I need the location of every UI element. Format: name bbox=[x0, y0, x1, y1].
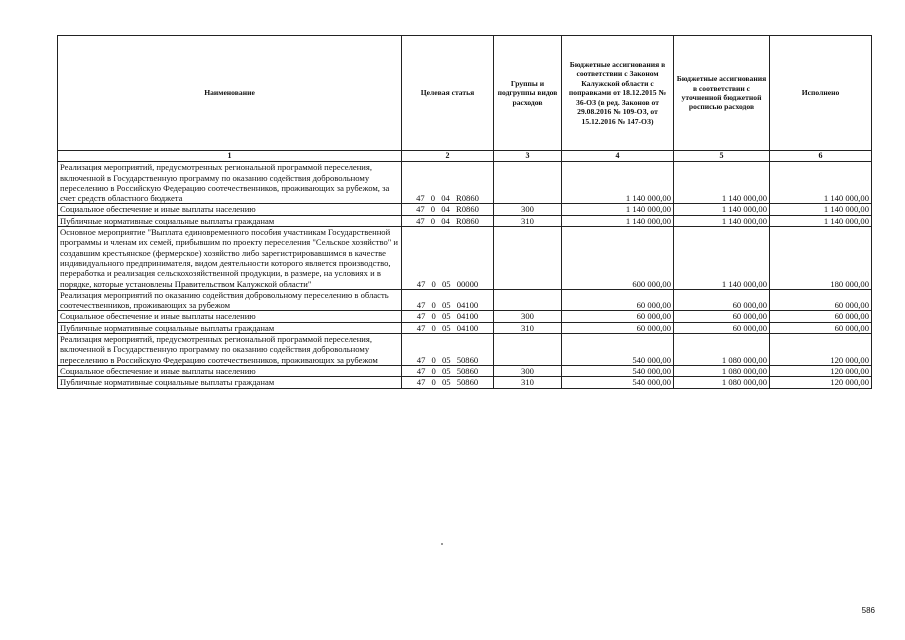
row-target-article: 47 0 04 R0860 bbox=[402, 162, 494, 204]
row-target-article: 47 0 05 50860 bbox=[402, 377, 494, 388]
row-expense-group: 300 bbox=[494, 311, 562, 322]
table-row bbox=[58, 289, 872, 311]
row-name: Основное мероприятие "Выплата единовременного пособия участникам Государственной программы и членам их семей, прибывшим по проекту переселения "Сельское хозяйство" и создавшим крестьянское (фермерское) хозяйство либо зарегистрировавшимся в качестве индивидуального предпринимателя, видом деятельности которого является производство, переработка и реализация сельскохозяйственной продукции, в размере, на условиях и в порядке, которые установлены Правительством Калужской области" bbox=[58, 227, 402, 290]
row-name: Публичные нормативные социальные выплаты гражданам bbox=[58, 215, 402, 226]
row-expense-group: 310 bbox=[494, 377, 562, 388]
row-expense-group bbox=[494, 162, 562, 204]
row-name: Реализация мероприятий, предусмотренных региональной программой переселения, включенной в Государственную программу по оказанию содействия добровольному переселению в Российскую Федерацию соотечественников, проживающих за рубежом, за счет средств областного бюджета bbox=[58, 162, 402, 204]
row-target-article: 47 0 05 00000 bbox=[402, 227, 494, 290]
row-executed: 180 000,00 bbox=[770, 227, 872, 290]
col-header-executed: Исполнено bbox=[770, 36, 872, 151]
row-executed: 1 140 000,00 bbox=[770, 215, 872, 226]
row-name: Публичные нормативные социальные выплаты гражданам bbox=[58, 322, 402, 333]
row-law-allocation: 540 000,00 bbox=[562, 334, 674, 366]
table-row bbox=[58, 311, 872, 322]
table-row bbox=[58, 365, 872, 376]
row-executed: 60 000,00 bbox=[770, 289, 872, 311]
row-plan-allocation: 60 000,00 bbox=[674, 322, 770, 333]
row-name: Публичные нормативные социальные выплаты гражданам bbox=[58, 377, 402, 388]
row-law-allocation: 540 000,00 bbox=[562, 377, 674, 388]
row-executed: 1 140 000,00 bbox=[770, 162, 872, 204]
row-executed: 60 000,00 bbox=[770, 311, 872, 322]
table-row bbox=[58, 227, 872, 290]
row-executed: 120 000,00 bbox=[770, 377, 872, 388]
row-name: Социальное обеспечение и иные выплаты населению bbox=[58, 365, 402, 376]
column-number-row bbox=[58, 151, 872, 162]
row-law-allocation: 60 000,00 bbox=[562, 289, 674, 311]
row-expense-group: 310 bbox=[494, 322, 562, 333]
row-target-article: 47 0 05 04100 bbox=[402, 311, 494, 322]
col-number: 1 bbox=[58, 151, 402, 162]
row-law-allocation: 1 140 000,00 bbox=[562, 215, 674, 226]
row-expense-group: 310 bbox=[494, 215, 562, 226]
row-expense-group: 300 bbox=[494, 204, 562, 215]
row-target-article: 47 0 05 50860 bbox=[402, 334, 494, 366]
row-plan-allocation: 1 080 000,00 bbox=[674, 377, 770, 388]
row-plan-allocation: 1 140 000,00 bbox=[674, 204, 770, 215]
table-row bbox=[58, 162, 872, 204]
col-header-law-allocations: Бюджетные ассигнования в соответствии с Законом Калужской области с поправками от 18.12.2015 № 36-ОЗ (в ред. Законов от 29.08.2016 № 109-ОЗ, от 15.12.2016 № 147-ОЗ) bbox=[562, 36, 674, 151]
row-plan-allocation: 60 000,00 bbox=[674, 289, 770, 311]
row-executed: 120 000,00 bbox=[770, 334, 872, 366]
row-plan-allocation: 1 080 000,00 bbox=[674, 365, 770, 376]
row-plan-allocation: 60 000,00 bbox=[674, 311, 770, 322]
col-number: 3 bbox=[494, 151, 562, 162]
table-row bbox=[58, 322, 872, 333]
row-executed: 60 000,00 bbox=[770, 322, 872, 333]
row-expense-group bbox=[494, 289, 562, 311]
col-header-expense-group: Группы и подгруппы видов расходов bbox=[494, 36, 562, 151]
col-header-target-article: Целевая статья bbox=[402, 36, 494, 151]
col-number: 5 bbox=[674, 151, 770, 162]
col-number: 4 bbox=[562, 151, 674, 162]
table-row bbox=[58, 204, 872, 215]
row-plan-allocation: 1 140 000,00 bbox=[674, 162, 770, 204]
row-target-article: 47 0 05 50860 bbox=[402, 365, 494, 376]
row-expense-group: 300 bbox=[494, 365, 562, 376]
col-number: 2 bbox=[402, 151, 494, 162]
row-law-allocation: 600 000,00 bbox=[562, 227, 674, 290]
col-number: 6 bbox=[770, 151, 872, 162]
row-expense-group bbox=[494, 227, 562, 290]
row-plan-allocation: 1 080 000,00 bbox=[674, 334, 770, 366]
row-law-allocation: 540 000,00 bbox=[562, 365, 674, 376]
row-target-article: 47 0 04 R0860 bbox=[402, 204, 494, 215]
row-law-allocation: 60 000,00 bbox=[562, 322, 674, 333]
row-name: Социальное обеспечение и иные выплаты населению bbox=[58, 204, 402, 215]
row-plan-allocation: 1 140 000,00 bbox=[674, 227, 770, 290]
table-row bbox=[58, 334, 872, 366]
scan-speck bbox=[441, 543, 443, 545]
row-name: Социальное обеспечение и иные выплаты населению bbox=[58, 311, 402, 322]
row-executed: 120 000,00 bbox=[770, 365, 872, 376]
table-row bbox=[58, 215, 872, 226]
row-expense-group bbox=[494, 334, 562, 366]
col-header-plan-allocations: Бюджетные ассигнования в соответствии с уточненной бюджетной росписью расходов bbox=[674, 36, 770, 151]
row-law-allocation: 60 000,00 bbox=[562, 311, 674, 322]
page-number: 586 bbox=[861, 606, 875, 615]
row-target-article: 47 0 05 04100 bbox=[402, 322, 494, 333]
table-row bbox=[58, 377, 872, 388]
row-target-article: 47 0 04 R0860 bbox=[402, 215, 494, 226]
row-law-allocation: 1 140 000,00 bbox=[562, 162, 674, 204]
col-header-name: Наименование bbox=[58, 36, 402, 151]
row-plan-allocation: 1 140 000,00 bbox=[674, 215, 770, 226]
row-law-allocation: 1 140 000,00 bbox=[562, 204, 674, 215]
row-target-article: 47 0 05 04100 bbox=[402, 289, 494, 311]
row-name: Реализация мероприятий, предусмотренных региональной программой переселения, включенной в Государственную программу по оказанию содействия добровольному переселению в Российскую Федерацию соотечественников, проживающих за рубежом bbox=[58, 334, 402, 366]
header-row bbox=[58, 36, 872, 151]
row-name: Реализация мероприятий по оказанию содействия добровольному переселению в область соотечественников, проживающих за рубежом bbox=[58, 289, 402, 311]
budget-table bbox=[57, 35, 872, 389]
row-executed: 1 140 000,00 bbox=[770, 204, 872, 215]
